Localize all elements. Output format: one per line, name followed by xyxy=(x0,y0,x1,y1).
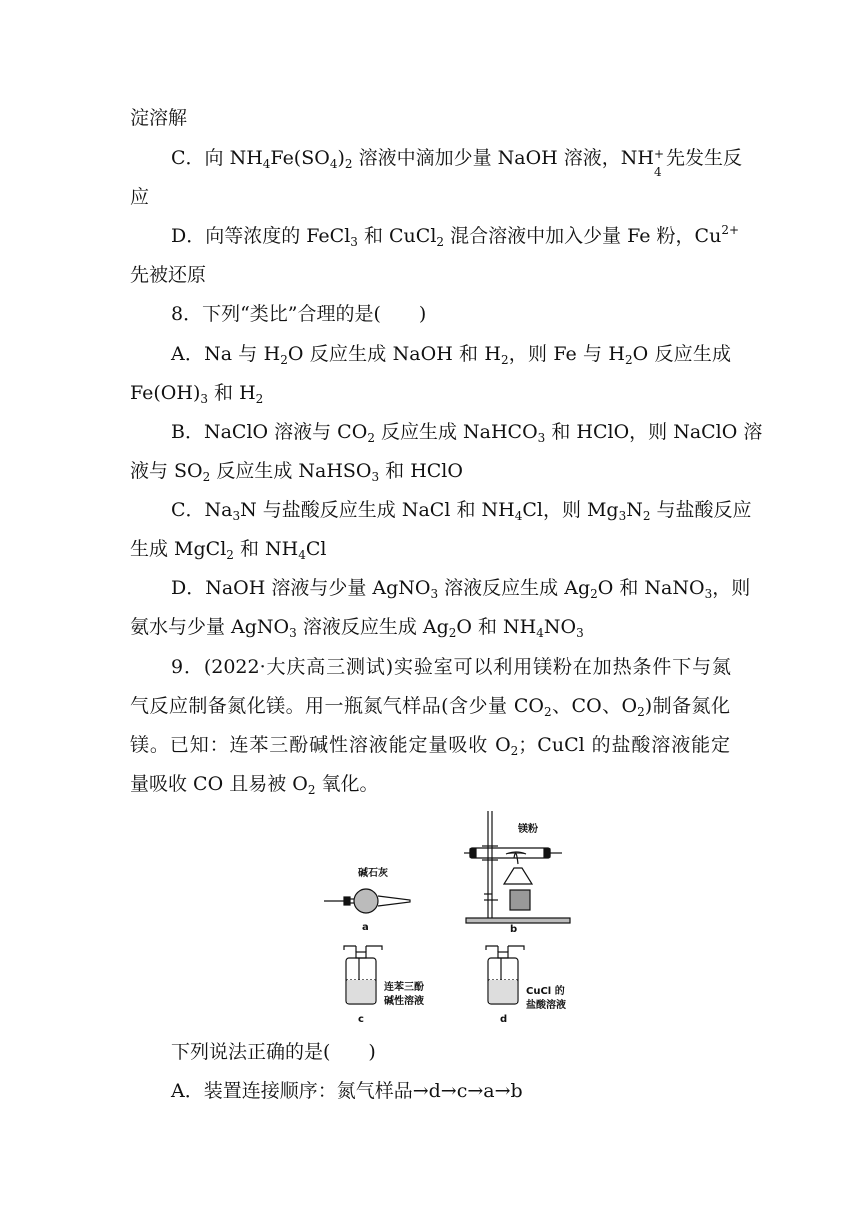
label-d-line2: 盐酸溶液 xyxy=(526,1000,566,1011)
label-c-line1: 连苯三酚 xyxy=(384,982,424,993)
text-line: 先被还原 xyxy=(130,264,207,286)
apparatus-figure xyxy=(318,808,580,1030)
option-9a: A．装置连接顺序：氮气样品→d→c→a→b xyxy=(171,1080,523,1102)
text-line: $Fe(OH)_3$ 和 $H_2$ xyxy=(130,382,264,406)
text-line: 液与 $SO_2$ 反应生成 NaHSO$_3$ 和 HClO xyxy=(130,460,463,484)
reaction-setup-b xyxy=(464,811,570,923)
option-8d: D．NaOH 溶液与少量 AgNO$_3$ 溶液反应生成 $Ag_2O$ 和 NaNO$_3$，则 xyxy=(171,577,751,601)
label-mg-powder: 镁粉 xyxy=(518,824,538,835)
label-d-line1: CuCl 的 xyxy=(526,986,565,997)
label-c-line2: 碱性溶液 xyxy=(384,996,424,1007)
label-soda-lime: 碱石灰 xyxy=(358,868,388,879)
question-9-ask: 下列说法正确的是( ) xyxy=(171,1041,376,1063)
tag-c: c xyxy=(358,1014,364,1025)
text-line: 氨水与少量 AgNO$_3$ 溶液反应生成 $Ag_2O$ 和 $NH_4NO_3$ xyxy=(130,616,584,640)
question-9: 9．(2022·大庆高三测试)实验室可以利用镁粉在加热条件下与氮 xyxy=(171,656,731,678)
tag-b: b xyxy=(510,924,518,935)
text-line: 气反应制备氮化镁。用一瓶氮气样品(含少量 $CO_2$、CO、$O_2$)制备氮化 xyxy=(130,695,730,719)
option-8c: C．$Na_3N$ 与盐酸反应生成 NaCl 和 $NH_4Cl$，则 $Mg_3N_2$ 与盐酸反应 xyxy=(171,499,752,523)
drying-tube-a xyxy=(324,889,410,913)
tag-d: d xyxy=(500,1014,508,1025)
text-line: 镁。已知：连苯三酚碱性溶液能定量吸收 $O_2$；CuCl 的盐酸溶液能定 xyxy=(130,734,730,758)
text-line: 应 xyxy=(130,186,150,208)
question-8: 8．下列“类比”合理的是( ) xyxy=(171,303,427,325)
option-8b: B．NaClO 溶液与 $CO_2$ 反应生成 NaHCO$_3$ 和 HClO，则 NaClO 溶 xyxy=(171,421,763,445)
wash-bottle-c xyxy=(344,946,382,1004)
text-line: 量吸收 CO 且易被 $O_2$ 氧化。 xyxy=(130,773,379,797)
text-line: 生成 MgCl$_2$ 和 $NH_4Cl$ xyxy=(130,538,327,562)
wash-bottle-d xyxy=(486,946,524,1004)
text-line: 淀溶解 xyxy=(130,107,188,129)
tag-a: a xyxy=(362,922,369,933)
option-8a: A．Na 与 $H_2O$ 反应生成 NaOH 和 $H_2$，则 Fe 与 $H_2O$ 反应生成 xyxy=(171,343,732,367)
option-7c: C．向 $NH_4Fe(SO_4)_2$ 溶液中滴加少量 NaOH 溶液，NH + 4 先发生反 xyxy=(171,147,742,179)
option-7d: D．向等浓度的 FeCl$_3$ 和 CuCl$_2$ 混合溶液中加入少量 Fe 粉，$Cu^{2+}$ xyxy=(171,223,740,249)
